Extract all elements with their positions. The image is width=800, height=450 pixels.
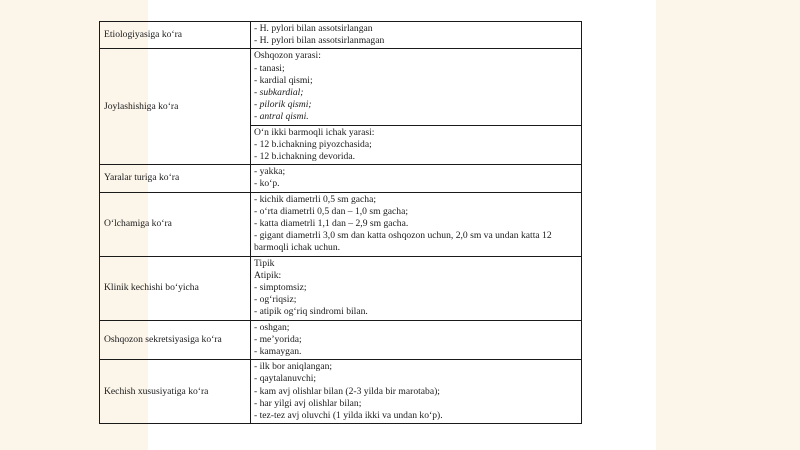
table-row (100, 49, 582, 125)
row-content (251, 125, 582, 165)
list-item: Oshqozon yarasi: (254, 50, 321, 62)
list-item: Atipik: (254, 269, 282, 281)
row-label: Yaralar turiga ko‘ra (100, 165, 251, 192)
list-item: - subkardial; (254, 87, 304, 99)
list-item: - ilk bor aniqlangan; (254, 361, 333, 373)
row-label: Klinik kechishi bo‘yicha (100, 256, 251, 320)
list-item: - antral qismi. (254, 111, 309, 123)
list-item: - 12 b.ichakning piyozchasida; (254, 138, 372, 150)
row-label: Joylashishiga ko‘ra (100, 49, 251, 165)
list-item: - oshgan; (254, 321, 290, 333)
list-item: - tanasi; (254, 62, 285, 74)
list-item: - yakka; (254, 166, 286, 178)
list-item: - qaytalanuvchi; (254, 373, 317, 385)
list-item: O‘n ikki barmoqli ichak yarasi: (254, 126, 375, 138)
table-row (100, 256, 582, 320)
list-item: - pilorik qismi; (254, 99, 312, 111)
row-label: Etiologiyasiga ko‘ra (100, 22, 251, 49)
list-item: - 12 b.ichakning devorida. (254, 151, 355, 163)
classification-table (99, 21, 582, 424)
background-margin-right (656, 0, 800, 450)
list-item: - gigant diametrli 3,0 sm dan katta oshqozon uchun, 2,0 sm va undan katta 12 barmoqli ichak uchun. (254, 230, 552, 254)
row-content (251, 165, 582, 192)
list-item: - kam avj olishlar bilan (2-3 yilda bir marotaba); (254, 385, 440, 397)
row-content (251, 360, 582, 424)
list-item: - ko‘p. (254, 178, 280, 190)
list-item: - og‘riqsiz; (254, 294, 297, 306)
row-label: O‘lchamiga ko‘ra (100, 192, 251, 256)
table-row (100, 165, 582, 192)
list-item: - kichik diametrli 0,5 sm gacha; (254, 193, 377, 205)
row-content (251, 192, 582, 256)
table-row (100, 320, 582, 360)
list-item: - simptomsiz; (254, 282, 307, 294)
row-label: Oshqozon sekretsiyasiga ko‘ra (100, 320, 251, 360)
row-content (251, 256, 582, 320)
table-row (100, 22, 582, 49)
list-item: Tipik (254, 257, 275, 269)
list-item: - H. pylori bilan assotsirlanmagan (254, 35, 385, 47)
list-item: - tez-tez avj oluvchi (1 yilda ikki va undan ko‘p). (254, 410, 443, 422)
table-row (100, 192, 582, 256)
row-label: Kechish xususiyatiga ko‘ra (100, 360, 251, 424)
list-item: - atipik og‘riq sindromi bilan. (254, 306, 368, 318)
list-item: - me’yorida; (254, 333, 302, 345)
list-item: - H. pylori bilan assotsirlangan (254, 23, 373, 34)
list-item: - o‘rta diametrli 0,5 dan – 1,0 sm gacha; (254, 205, 408, 217)
table-row (100, 360, 582, 424)
list-item: - kamaygan. (254, 346, 302, 358)
list-item: - kardial qismi; (254, 74, 313, 86)
row-content (251, 22, 582, 49)
row-content (251, 320, 582, 360)
row-content (251, 49, 582, 125)
list-item: - katta diametrli 1,1 dan – 2,9 sm gacha. (254, 218, 409, 230)
list-item: - har yilgi avj olishlar bilan; (254, 397, 362, 409)
